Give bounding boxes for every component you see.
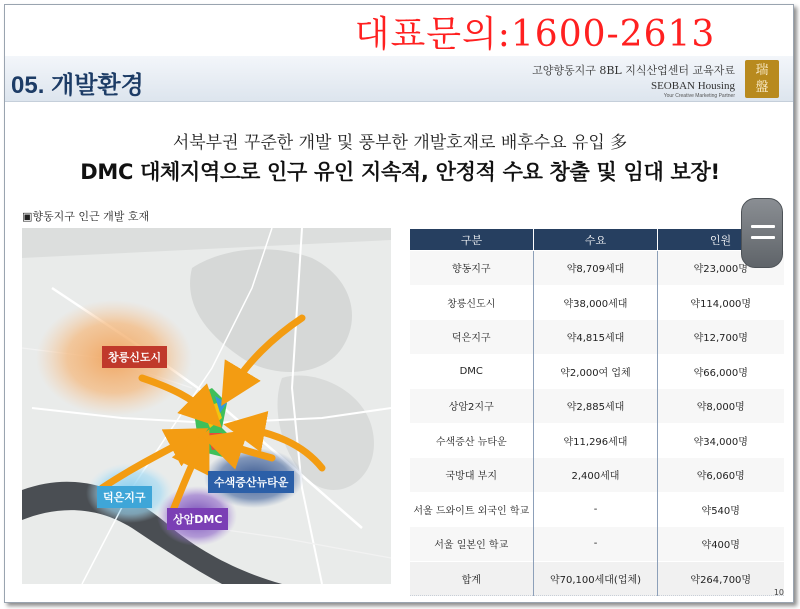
development-map: [22, 228, 391, 584]
cell-population: 약8,000명: [658, 389, 784, 424]
cell-population: 약114,000명: [658, 285, 784, 320]
brand-block: [532, 62, 735, 99]
table-total-row: [410, 561, 784, 596]
cell-category: 창릉신도시: [410, 285, 534, 320]
cell-category: 상암2지구: [410, 389, 534, 424]
cell-demand: 2,400세대: [534, 458, 658, 493]
cell-demand: 약70,100세대(업체): [534, 561, 658, 596]
table-row: [410, 527, 784, 562]
sub-headline: 서북부권 꾸준한 개발 및 풍부한 개발호재로 배후수요 유입 多: [172, 133, 628, 153]
brand-document-title: 고양향동지구 8BL 지식산업센터 교육자료: [532, 64, 735, 77]
table-row: [410, 285, 784, 320]
section-title: 05. 개발환경: [11, 72, 144, 99]
cell-population: 약6,060명: [658, 458, 784, 493]
cell-population: 약540명: [658, 492, 784, 527]
cell-population: 약400명: [658, 527, 784, 562]
cell-population: 약12,700명: [658, 320, 784, 355]
cell-demand: 약8,709세대: [534, 251, 658, 286]
table-row: [410, 389, 784, 424]
map-caption: ▣향동지구 인근 개발 호재: [22, 210, 150, 223]
col-header-population: 인원: [658, 229, 784, 251]
terrain-shape: [190, 249, 352, 372]
cell-demand: 약11,296세대: [534, 423, 658, 458]
col-header-demand: 수요: [534, 229, 658, 251]
label-changneung: 창릉신도시: [102, 346, 167, 368]
cell-demand: 약38,000세대: [534, 285, 658, 320]
cell-category: 향동지구: [410, 251, 534, 286]
cell-category: 덕은지구: [410, 320, 534, 355]
page-number: 10: [773, 588, 784, 597]
table-row: [410, 251, 784, 286]
cell-category: 서울 일본인 학교: [410, 527, 534, 562]
cell-population: 약34,000명: [658, 423, 784, 458]
cell-category: 서울 드와이트 외국인 학교: [410, 492, 534, 527]
terrain-shape: [22, 228, 391, 258]
table-header-row: [410, 229, 784, 251]
menu-bar-icon: [751, 236, 775, 239]
col-header-category: 구분: [410, 229, 534, 251]
map-graphic: [22, 228, 391, 584]
cell-demand: 약4,815세대: [534, 320, 658, 355]
brand-company-name: SEOBAN Housing: [650, 80, 735, 92]
brand-tagline: Your Creative Marketing Partner: [663, 93, 735, 99]
cell-category: 합계: [410, 561, 534, 596]
cell-population: 약264,700명: [658, 561, 784, 596]
cell-population: 약66,000명: [658, 354, 784, 389]
menu-bar-icon: [751, 225, 775, 228]
demand-table: [409, 228, 784, 596]
cell-category: DMC: [410, 354, 534, 389]
cell-demand: -: [534, 492, 658, 527]
cell-category: 국방대 부지: [410, 458, 534, 493]
cell-demand: -: [534, 527, 658, 562]
label-susaek-jeungsan: 수색증산뉴타운: [208, 471, 294, 493]
section-header: [5, 56, 793, 102]
road: [212, 528, 391, 558]
contact-phone-banner: 대표문의:1600-2613: [354, 14, 716, 55]
menu-scroll-button[interactable]: [741, 198, 783, 268]
table-row: [410, 354, 784, 389]
cell-demand: 약2,885세대: [534, 389, 658, 424]
company-logo: 瑞 盤: [745, 60, 779, 98]
cell-category: 수색증산 뉴타운: [410, 423, 534, 458]
table-row: [410, 458, 784, 493]
cell-population: 약23,000명: [658, 251, 784, 286]
table-row: [410, 492, 784, 527]
label-sangam-dmc: 상암DMC: [167, 508, 228, 530]
table-row: [410, 320, 784, 355]
table-row: [410, 423, 784, 458]
main-headline: DMC 대체지역으로 인구 유인 지속적, 안정적 수요 창출 및 임대 보장!: [80, 160, 720, 184]
cell-demand: 약2,000여 업체: [534, 354, 658, 389]
label-deogeun: 덕은지구: [97, 486, 152, 508]
